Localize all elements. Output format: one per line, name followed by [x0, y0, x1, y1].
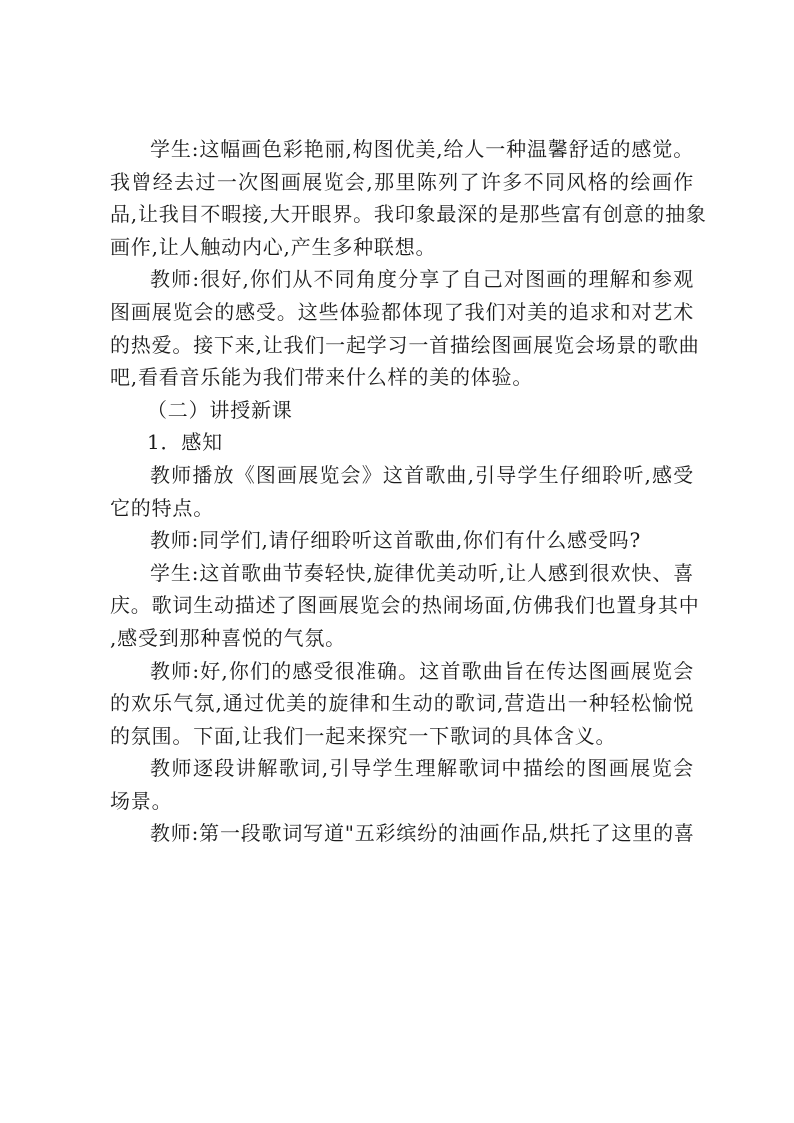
- paragraph-line: 教师逐段讲解歌词,引导学生理解歌词中描绘的图画展览会: [150, 756, 694, 781]
- paragraph: [110, 817, 694, 850]
- subsection-heading: 1．感知: [147, 430, 223, 455]
- paragraph-line: 教师:第一段歌词写道"五彩缤纷的油画作品,烘托了这里的喜: [150, 821, 695, 846]
- paragraph: [110, 459, 694, 524]
- paragraph-line: 画作,让人触动内心,产生多种联想。: [110, 234, 437, 259]
- paragraph: [110, 524, 694, 557]
- paragraph-line: 它的特点。: [110, 495, 214, 520]
- paragraph-line: 图画展览会的感受。这些体验都体现了我们对美的追求和对艺术: [110, 299, 694, 324]
- paragraph-line: 场景。: [110, 788, 173, 813]
- paragraph-line: 的热爱。接下来,让我们一起学习一首描绘图画展览会场景的歌曲: [110, 332, 700, 357]
- paragraph-line: 吧,看看音乐能为我们带来什么样的美的体验。: [110, 365, 534, 390]
- document-page: [110, 133, 707, 850]
- paragraph-line: ,感受到那种喜悦的气氛。: [110, 625, 346, 650]
- paragraph-line: 教师:同学们,请仔细聆听这首歌曲,你们有什么感受吗?: [150, 528, 641, 553]
- paragraph-line: 品,让我目不暇接,大开眼界。我印象最深的是那些富有创意的抽象: [110, 202, 707, 227]
- paragraph-line: 的氛围。下面,让我们一起来探究一下歌词的具体含义。: [110, 723, 617, 748]
- paragraph-line: 的欢乐气氛,通过优美的旋律和生动的歌词,营造出一种轻松愉悦: [110, 691, 694, 716]
- paragraph-line: 教师:很好,你们从不同角度分享了自己对图画的理解和参观: [150, 267, 694, 292]
- paragraph-line: 庆。歌词生动描述了图画展览会的热闹场面,仿佛我们也置身其中: [110, 593, 700, 618]
- paragraph-line: 学生:这幅画色彩艳丽,构图优美,给人一种温馨舒适的感觉。: [150, 137, 694, 161]
- paragraph-line: 学生:这首歌曲节奏轻快,旋律优美动听,让人感到很欢快、喜: [150, 560, 694, 585]
- section-heading: （二）讲授新课: [147, 397, 293, 422]
- paragraph-line: 教师播放《图画展览会》这首歌曲,引导学生仔细聆听,感受: [150, 462, 694, 487]
- paragraph: [110, 752, 694, 817]
- paragraph-line: 我曾经去过一次图画展览会,那里陈列了许多不同风格的绘画作: [110, 169, 694, 194]
- paragraph: [110, 133, 707, 263]
- paragraph: [110, 263, 700, 393]
- paragraph: [110, 557, 700, 655]
- paragraph: [110, 655, 694, 753]
- paragraph-line: 教师:好,你们的感受很准确。这首歌曲旨在传达图画展览会: [150, 658, 694, 683]
